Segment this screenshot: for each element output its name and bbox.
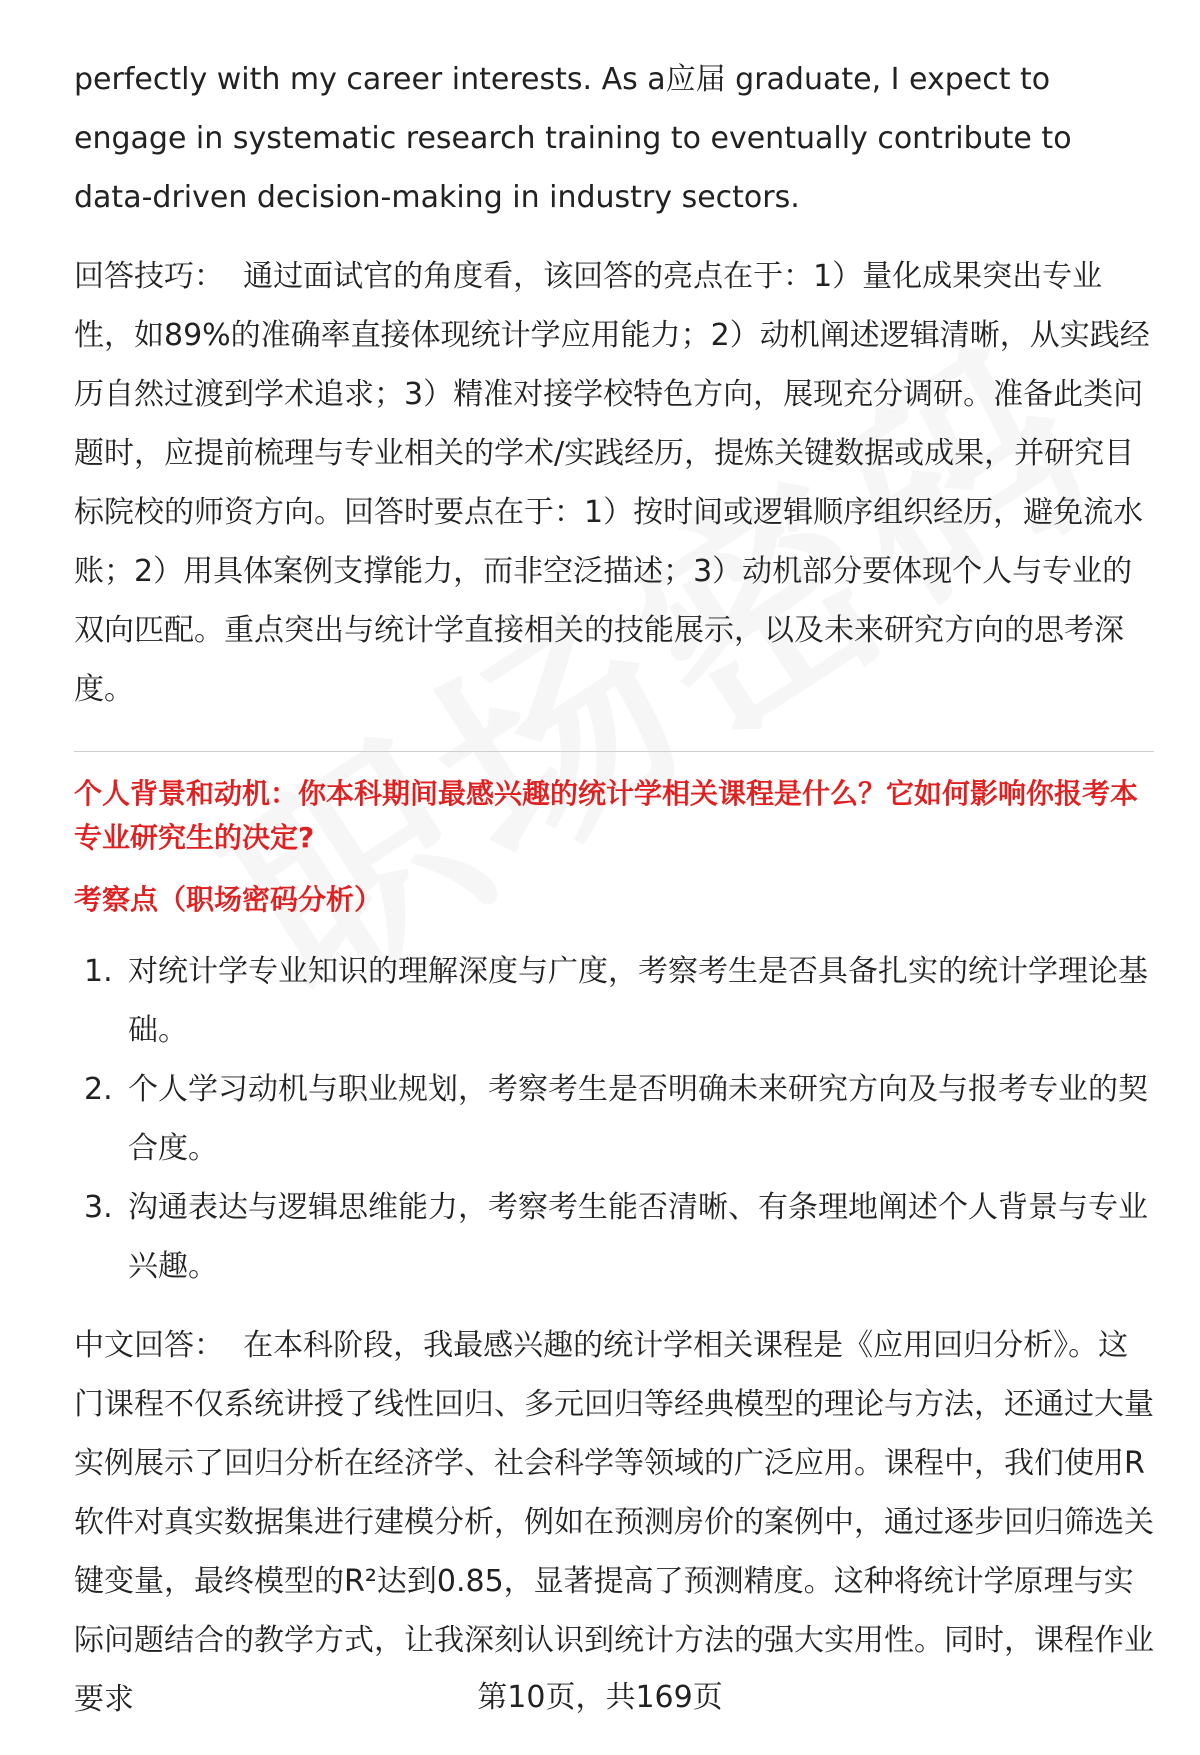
- assessment-heading: 考察点（职场密码分析）: [74, 883, 383, 916]
- list-item-number: 1.: [84, 954, 113, 989]
- list-item-text: 沟通表达与逻辑思维能力，考察考生能否清晰、有条理地阐述个人背景与专业兴趣。: [128, 1190, 1148, 1284]
- answer-tips-paragraph: [74, 247, 1154, 719]
- list-item: [74, 1060, 1154, 1178]
- assessment-list: [74, 942, 1154, 1296]
- page-content: [74, 50, 1154, 1729]
- list-item: [74, 1178, 1154, 1296]
- intro-english-paragraph: perfectly with my career interests. As a应届 graduate, I expect to engage in systematic research training to eventually contribute to data-driven decision-making in industry sectors.: [74, 62, 1072, 215]
- question-heading: 个人背景和动机：你本科期间最感兴趣的统计学相关课程是什么？它如何影响你报考本专业研究生的决定?: [74, 777, 1139, 854]
- list-item-text: 个人学习动机与职业规划，考察考生是否明确未来研究方向及与报考专业的契合度。: [128, 1072, 1148, 1166]
- chinese-answer-paragraph: [74, 1316, 1154, 1729]
- answer-tips-label: 回答技巧：: [74, 259, 224, 294]
- page-number-footer: 第10页，共169页: [477, 1680, 723, 1715]
- chinese-answer-text: 在本科阶段，我最感兴趣的统计学相关课程是《应用回归分析》。这门课程不仅系统讲授了线性回归、多元回归等经典模型的理论与方法，还通过大量实例展示了回归分析在经济学、社会科学等领域的广泛应用。课程中，我们使用R软件对真实数据集进行建模分析，例如在预测房价的案例中，通过逐步回归筛选关键变量，最终模型的R²达到0.85，显著提高了预测精度。这种将统计学原理与实际问题结合的教学方式，让我深刻认识到统计方法的强大实用性。同时，课程作业要求: [74, 1328, 1154, 1717]
- chinese-answer-label: 中文回答：: [74, 1328, 224, 1363]
- answer-tips-text: 通过面试官的角度看，该回答的亮点在于：1）量化成果突出专业性，如89%的准确率直接体现统计学应用能力；2）动机阐述逻辑清晰，从实践经历自然过渡到学术追求；3）精准对接学校特色方向，展现充分调研。准备此类问题时，应提前梳理与专业相关的学术/实践经历，提炼关键数据或成果，并研究目标院校的师资方向。回答时要点在于：1）按时间或逻辑顺序组织经历，避免流水账；2）用具体案例支撑能力，而非空泛描述；3）动机部分要体现个人与专业的双向匹配。重点突出与统计学直接相关的技能展示，以及未来研究方向的思考深度。: [74, 259, 1150, 707]
- list-item-number: 3.: [84, 1190, 113, 1225]
- list-item-number: 2.: [84, 1072, 113, 1107]
- list-item-text: 对统计学专业知识的理解深度与广度，考察考生是否具备扎实的统计学理论基础。: [128, 954, 1148, 1048]
- list-item: [74, 942, 1154, 1060]
- section-divider: [74, 751, 1154, 752]
